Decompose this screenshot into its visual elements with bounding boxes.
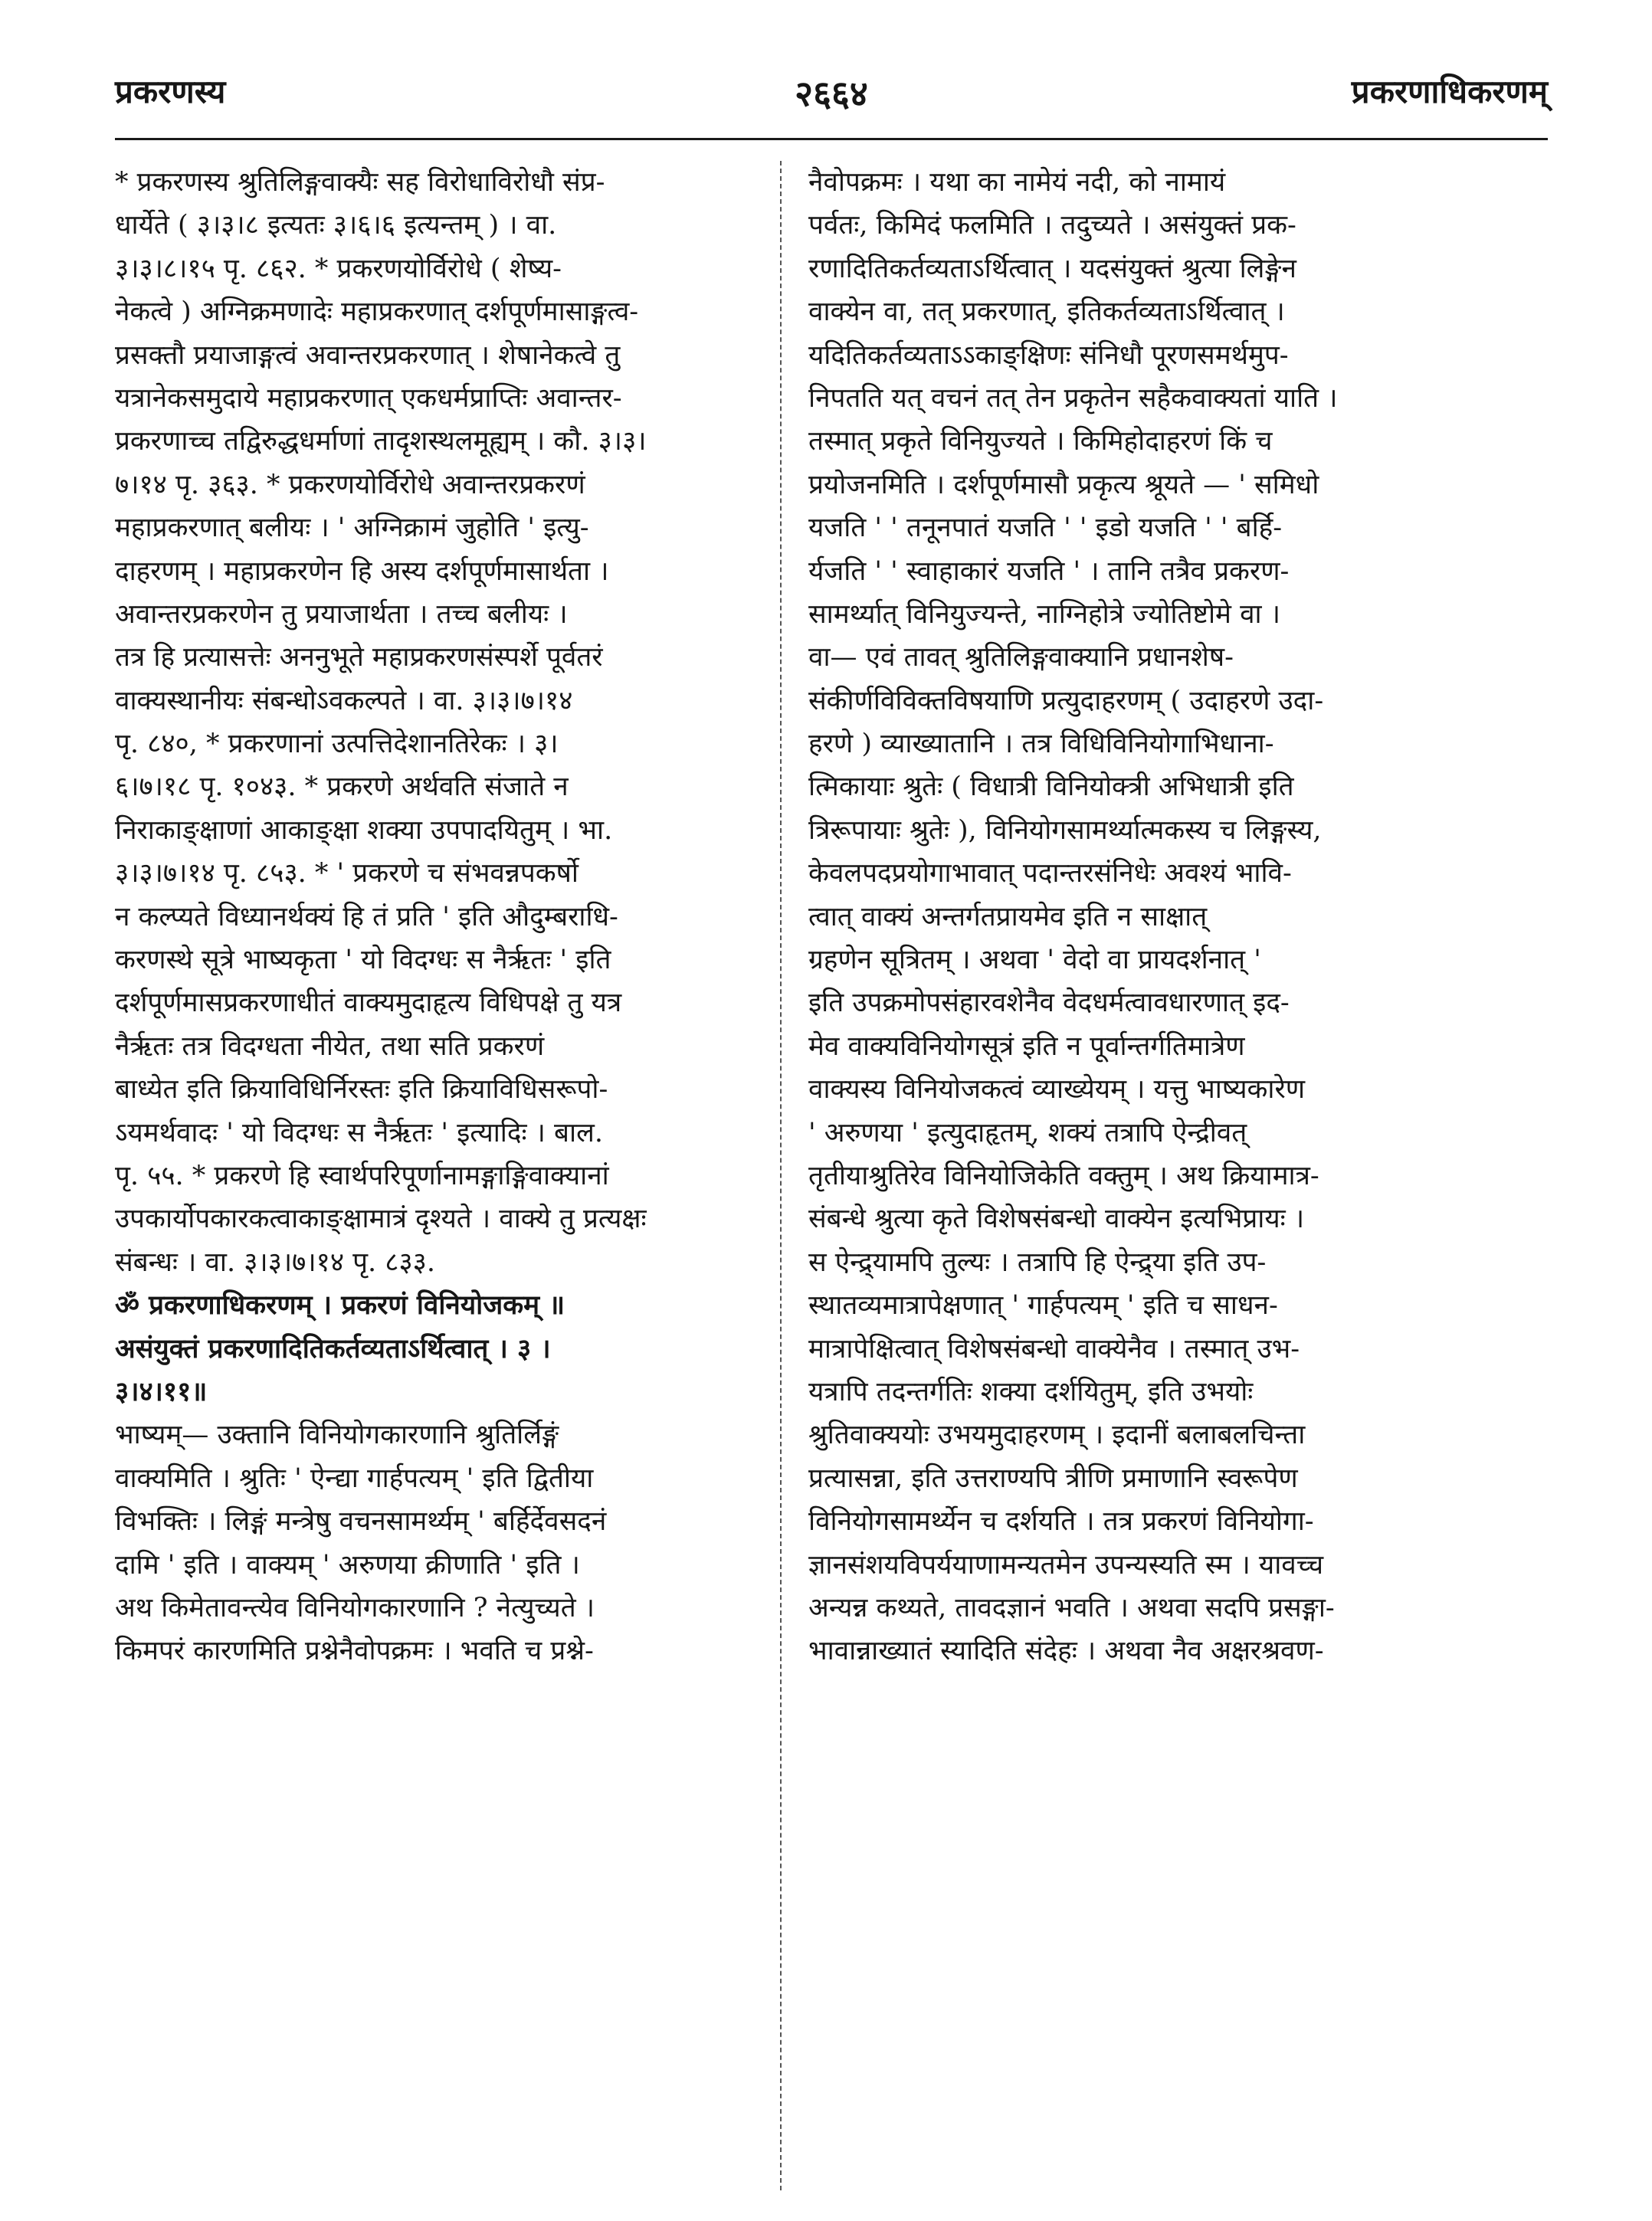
text-line: प्रसक्तौ प्रयाजाङ्गत्वं अवान्तरप्रकरणात् । शेषानेकत्वे तु <box>115 339 621 371</box>
text-line: ग्रहणेन सूत्रितम् । अथवा ' वेदो वा प्रायदर्शनात् ' <box>808 945 1261 976</box>
text-line: मात्रापेक्षित्वात् विशेषसंबन्धो वाक्येनैव । तस्मात् उभ- <box>808 1333 1300 1364</box>
text-line: न कल्प्यते विध्यानर्थक्यं हि तं प्रति ' इति औदुम्बराधि- <box>115 901 618 932</box>
text-line: हरणे ) व्याख्यातानि । तत्र विधिविनियोगाभिधाना- <box>808 729 1274 760</box>
text-line: वाक्येन वा, तत् प्रकरणात्, इतिकर्तव्यताऽर्थित्वात् । <box>808 296 1285 328</box>
text-line: प्रयोजनमिति । दर्शपूर्णमासौ प्रकृत्य श्रूयते — ' समिधो <box>808 469 1319 500</box>
text-line: अन्यन्न कथ्यते, तावदज्ञानं भवति । अथवा सदपि प्रसङ्गा- <box>808 1592 1335 1623</box>
text-line: ६।७।१८ पृ. १०४३. * प्रकरणे अर्थवति संजाते न <box>115 771 569 803</box>
text-line: वा— एवं तावत् श्रुतिलिङ्गवाक्यानि प्रधानशेष- <box>808 642 1234 673</box>
text-line: ' अरुणया ' इत्युदाहृतम्, शक्यं तत्रापि ऐन्द्रीवत् <box>808 1117 1247 1148</box>
running-head-left: प्रकरणस्य <box>115 73 226 110</box>
text-line: ३।३।७।१४ पृ. ८५३. * ' प्रकरणे च संभवन्नपकर्षो <box>115 858 579 889</box>
text-line: संबन्धे श्रुत्या कृते विशेषसंबन्धो वाक्येन इत्यभिप्रायः । <box>808 1204 1305 1235</box>
text-line: अथ किमेतावन्त्येव विनियोगकारणानि ? नेत्युच्यते । <box>115 1592 595 1623</box>
text-line: स्थातव्यमात्रापेक्षणात् ' गार्हपत्यम् ' इति च साधन- <box>808 1290 1278 1322</box>
text-line: यजति ' ' तनूनपातं यजति ' ' इडो यजति ' ' बर्हि- <box>808 513 1283 544</box>
text-line: श्रुतिवाक्ययोः उभयमुदाहरणम् । इदानीं बलाबलचिन्ता <box>808 1420 1306 1451</box>
text-line: भाष्यम्— उक्तानि विनियोगकारणानि श्रुतिर्लिङ्गं <box>115 1420 559 1451</box>
text-line: र्यजति ' ' स्वाहाकारं यजति ' । तानि तत्रैव प्रकरण- <box>808 555 1290 587</box>
page-number: २६६४ <box>795 73 868 114</box>
text-line: तत्र हि प्रत्यासत्तेः अननुभूते महाप्रकरणसंस्पर्शे पूर्वतरं <box>115 642 603 673</box>
header-rule <box>115 138 1548 140</box>
text-line: अवान्तरप्रकरणेन तु प्रयाजार्थता । तच्च बलीयः । <box>115 598 568 630</box>
text-line: तृतीयाश्रुतिरेव विनियोजिकेति वक्तुम् । अथ क्रियामात्र- <box>808 1160 1319 1191</box>
text-line: पृ. ८४०, * प्रकरणानां उत्पत्तिदेशानतिरेकः । ३। <box>115 729 559 760</box>
sutra-text: असंयुक्तं प्रकरणादितिकर्तव्यताऽर्थित्वात् । ३ । <box>115 1332 551 1364</box>
text-line: धार्येते ( ३।३।८ इत्यतः ३।६।६ इत्यन्तम् ) । वा. <box>115 210 557 241</box>
text-line: वाक्यस्य विनियोजकत्वं व्याख्येयम् । यत्तु भाष्यकारेण <box>808 1074 1306 1106</box>
text-line: ७।१४ पृ. ३६३. * प्रकरणयोर्विरोधे अवान्तरप्रकरणं <box>115 469 585 500</box>
running-head-right: प्रकरणाधिकरणम् <box>1351 73 1548 110</box>
text-line: ऽयमर्थवादः ' यो विदग्धः स नैर्ऋतः ' इत्यादिः । बाल. <box>115 1117 603 1148</box>
text-line: संबन्धः । वा. ३।३।७।१४ पृ. ८३३. <box>115 1246 436 1278</box>
text-line: पृ. ५५. * प्रकरणे हि स्वार्थपरिपूर्णानामङ्गाङ्गिवाक्यानां <box>115 1160 609 1191</box>
text-line: मेव वाक्यविनियोगसूत्रं इति न पूर्वान्तर्गतिमात्रेण <box>808 1030 1245 1062</box>
text-line: विनियोगसामर्थ्येन च दर्शयति । तत्र प्रकरणं विनियोगा- <box>808 1506 1314 1538</box>
text-line: प्रत्यासन्ना, इति उत्तराण्यपि त्रीणि प्रमाणानि स्वरूपेण <box>808 1463 1298 1494</box>
text-line: महाप्रकरणात् बलीयः । ' अग्निक्रामं जुहोति ' इत्यु- <box>115 513 589 544</box>
text-line: नेकत्वे ) अग्निक्रमणादेः महाप्रकरणात् दर्शपूर्णमासाङ्गत्व- <box>115 296 639 328</box>
text-line: तस्मात् प्रकृते विनियुज्यते । किमिहोदाहरणं किं च <box>808 426 1273 457</box>
text-line: स ऐन्द्र्यामपि तुल्यः । तत्रापि हि ऐन्द्र्या इति उप- <box>808 1246 1267 1278</box>
column-divider <box>780 161 782 2190</box>
text-line: ३।३।८।१५ पृ. ८६२. * प्रकरणयोर्विरोधे ( शेष्य- <box>115 253 562 284</box>
text-line: भावान्नाख्यातं स्यादिति संदेहः । अथवा नैव अक्षरश्रवण- <box>808 1636 1324 1667</box>
text-line: निपतति यत् वचनं तत् तेन प्रकृतेन सहैकवाक्यतां याति । <box>808 382 1338 414</box>
text-line: नैवोपक्रमः । यथा का नामेयं नदी, को नामायं <box>808 167 1226 198</box>
text-line: यत्रापि तदन्तर्गतिः शक्या दर्शयितुम्, इति उभयोः <box>808 1376 1254 1407</box>
text-line: वाक्यमिति । श्रुतिः ' ऐन्द्या गार्हपत्यम् ' इति द्वितीया <box>115 1463 594 1494</box>
text-line: दाहरणम् । महाप्रकरणेन हि अस्य दर्शपूर्णमासार्थता । <box>115 555 609 587</box>
text-line: करणस्थे सूत्रे भाष्यकृता ' यो विदग्धः स नैर्ऋतः ' इति <box>115 945 611 976</box>
text-line: निराकाङ्क्षाणां आकाङ्क्षा शक्या उपपादयितुम् । भा. <box>115 814 613 846</box>
right-column <box>808 161 1471 2190</box>
text-line: यदितिकर्तव्यताऽऽकाङ्क्षिणः संनिधौ पूरणसमर्थमुप- <box>808 339 1289 371</box>
text-line: रणादितिकर्तव्यताऽर्थित्वात् । यदसंयुक्तं श्रुत्या लिङ्गेन <box>808 253 1296 284</box>
adhikarana-heading: ॐ प्रकरणाधिकरणम् । प्रकरणं विनियोजकम् ॥ <box>115 1289 565 1322</box>
text-line: पर्वतः, किमिदं फलमिति । तदुच्यते । असंयुक्तं प्रक- <box>808 210 1296 241</box>
text-line: बाध्येत इति क्रियाविधिर्निरस्तः इति क्रियाविधिसरूपो- <box>115 1074 608 1106</box>
text-line: वाक्यस्थानीयः संबन्धोऽवकल्पते । वा. ३।३।७।१४ <box>115 685 573 716</box>
text-line: विभक्तिः । लिङ्गं मन्त्रेषु वचनसामर्थ्यम् ' बर्हिर्देवसदनं <box>115 1506 607 1538</box>
text-line: इति उपक्रमोपसंहारवशेनैव वेदधर्मत्वावधारणात् इद- <box>808 988 1290 1019</box>
text-line: उपकार्योपकारकत्वाकाङ्क्षामात्रं दृश्यते । वाक्ये तु प्रत्यक्षः <box>115 1204 647 1235</box>
left-column <box>115 161 751 2190</box>
sutra-number: ३।४।११॥ <box>115 1375 208 1407</box>
page-header <box>115 69 1548 130</box>
text-line: केवलपदप्रयोगाभावात् पदान्तरसंनिधेः अवश्यं भावि- <box>808 858 1292 889</box>
text-line: दामि ' इति । वाक्यम् ' अरुणया क्रीणाति ' इति । <box>115 1549 580 1581</box>
text-line: यत्रानेकसमुदाये महाप्रकरणात् एकधर्मप्राप्तिः अवान्तर- <box>115 382 622 414</box>
text-line: प्रकरणाच्च तद्विरुद्धधर्माणां तादृशस्थलमूह्यम् । कौ. ३।३। <box>115 426 647 457</box>
text-line: दर्शपूर्णमासप्रकरणाधीतं वाक्यमुदाहृत्य विधिपक्षे तु यत्र <box>115 988 622 1019</box>
text-line: संकीर्णविविक्तविषयाणि प्रत्युदाहरणम् ( उदाहरणे उदा- <box>808 685 1324 716</box>
text-line: ज्ञानसंशयविपर्ययाणामन्यतमेन उपन्यस्यति स्म । यावच्च <box>808 1549 1324 1581</box>
text-line: * प्रकरणस्य श्रुतिलिङ्गवाक्यैः सह विरोधाविरोधौ संप्र- <box>115 167 605 198</box>
text-line: नैर्ऋतः तत्र विदग्धता नीयेत, तथा सति प्रकरणं <box>115 1030 545 1062</box>
text-line: किमपरं कारणमिति प्रश्नेनैवोपक्रमः । भवति च प्रश्ने- <box>115 1636 594 1667</box>
text-line: सामर्थ्यात् विनियुज्यन्ते, नाग्निहोत्रे ज्योतिष्टोमे वा । <box>808 598 1281 630</box>
text-line: त्वात् वाक्यं अन्तर्गतप्रायमेव इति न साक्षात् <box>808 901 1208 932</box>
text-line: त्मिकायाः श्रुतेः ( विधात्री विनियोक्त्री अभिधात्री इति <box>808 771 1294 803</box>
text-line: त्रिरूपायाः श्रुतेः ), विनियोगसामर्थ्यात्मकस्य च लिङ्गस्य, <box>808 814 1322 846</box>
